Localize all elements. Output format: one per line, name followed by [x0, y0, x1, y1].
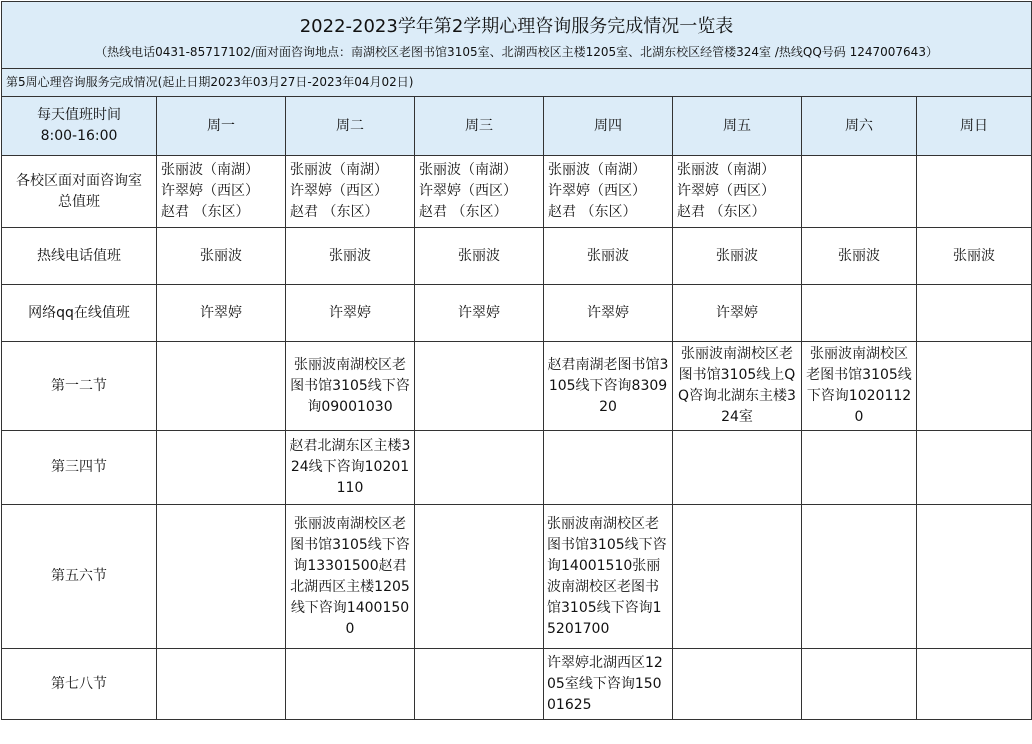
schedule-table	[1, 1, 1032, 720]
day-header: 周二	[286, 97, 415, 156]
table-cell	[415, 505, 544, 649]
table-cell: 张丽波	[673, 228, 802, 285]
table-cell: 赵君南湖老图书馆3105线下咨询830920	[544, 342, 673, 431]
table-row	[2, 228, 1032, 285]
table-cell	[917, 505, 1032, 649]
table-cell: 张丽波（南湖） 许翠婷（西区） 赵君 （东区）	[286, 156, 415, 228]
table-row	[2, 505, 1032, 649]
table-cell	[157, 505, 286, 649]
table-cell: 张丽波南湖校区老图书馆3105线下咨询13301500赵君北湖西区主楼1205线下咨询14001500	[286, 505, 415, 649]
table-cell: 许翠婷	[415, 285, 544, 342]
table-cell: 张丽波南湖校区老图书馆3105线上QQ咨询北湖东主楼324室	[673, 342, 802, 431]
table-cell	[917, 342, 1032, 431]
table-row	[2, 156, 1032, 228]
row-label: 网络qq在线值班	[2, 285, 157, 342]
row-label: 第三四节	[2, 431, 157, 505]
table-cell	[917, 649, 1032, 720]
week-info: 第5周心理咨询服务完成情况(起止日期2023年03月27日-2023年04月02日)	[2, 69, 1032, 97]
table-cell: 张丽波	[917, 228, 1032, 285]
table-cell	[286, 649, 415, 720]
page-subtitle: （热线电话0431-85717102/面对面咨询地点：南湖校区老图书馆3105室、北湖西校区主楼1205室、北湖东校区经管楼324室 /热线QQ号码 1247007643）	[95, 45, 938, 59]
table-cell	[802, 649, 917, 720]
table-cell: 许翠婷北湖西区1205室线下咨询15001625	[544, 649, 673, 720]
table-cell: 张丽波	[415, 228, 544, 285]
table-cell: 张丽波南湖校区老图书馆3105线下咨询14001510张丽波南湖校区老图书馆3105线下咨询15201700	[544, 505, 673, 649]
row-label: 热线电话值班	[2, 228, 157, 285]
table-cell	[673, 431, 802, 505]
table-row	[2, 649, 1032, 720]
day-header: 周六	[802, 97, 917, 156]
page-title: 2022-2023学年第2学期心理咨询服务完成情况一览表	[299, 16, 734, 37]
day-header: 周四	[544, 97, 673, 156]
table-row	[2, 285, 1032, 342]
table-cell: 张丽波南湖校区老图书馆3105线下咨询09001030	[286, 342, 415, 431]
table-cell: 张丽波（南湖） 许翠婷（西区） 赵君 （东区）	[157, 156, 286, 228]
table-cell: 张丽波	[157, 228, 286, 285]
table-cell	[415, 342, 544, 431]
table-cell: 赵君北湖东区主楼324线下咨询10201110	[286, 431, 415, 505]
table-cell	[802, 156, 917, 228]
table-cell	[673, 505, 802, 649]
table-cell: 张丽波	[544, 228, 673, 285]
table-cell	[673, 649, 802, 720]
table-cell	[802, 431, 917, 505]
table-cell: 张丽波	[286, 228, 415, 285]
time-header: 每天值班时间 8:00-16:00	[2, 97, 157, 156]
table-cell	[802, 505, 917, 649]
table-cell: 许翠婷	[544, 285, 673, 342]
day-header: 周三	[415, 97, 544, 156]
table-cell: 张丽波（南湖） 许翠婷（西区） 赵君 （东区）	[544, 156, 673, 228]
day-header: 周日	[917, 97, 1032, 156]
row-label: 第一二节	[2, 342, 157, 431]
table-cell	[802, 285, 917, 342]
row-label: 第五六节	[2, 505, 157, 649]
table-cell	[157, 649, 286, 720]
table-cell	[917, 156, 1032, 228]
table-row	[2, 342, 1032, 431]
table-cell	[415, 649, 544, 720]
row-label: 各校区面对面咨询室 总值班	[2, 156, 157, 228]
table-cell: 许翠婷	[673, 285, 802, 342]
table-cell: 许翠婷	[286, 285, 415, 342]
title-cell	[2, 2, 1032, 69]
table-cell	[917, 285, 1032, 342]
day-header: 周一	[157, 97, 286, 156]
table-cell	[917, 431, 1032, 505]
table-cell: 张丽波	[802, 228, 917, 285]
row-label: 第七八节	[2, 649, 157, 720]
table-cell	[157, 342, 286, 431]
table-cell: 张丽波（南湖） 许翠婷（西区） 赵君 （东区）	[415, 156, 544, 228]
table-row	[2, 431, 1032, 505]
day-header: 周五	[673, 97, 802, 156]
table-cell: 许翠婷	[157, 285, 286, 342]
table-cell: 张丽波南湖校区老图书馆3105线下咨询10201120	[802, 342, 917, 431]
table-cell	[415, 431, 544, 505]
table-cell	[544, 431, 673, 505]
table-cell: 张丽波（南湖） 许翠婷（西区） 赵君 （东区）	[673, 156, 802, 228]
table-cell	[157, 431, 286, 505]
